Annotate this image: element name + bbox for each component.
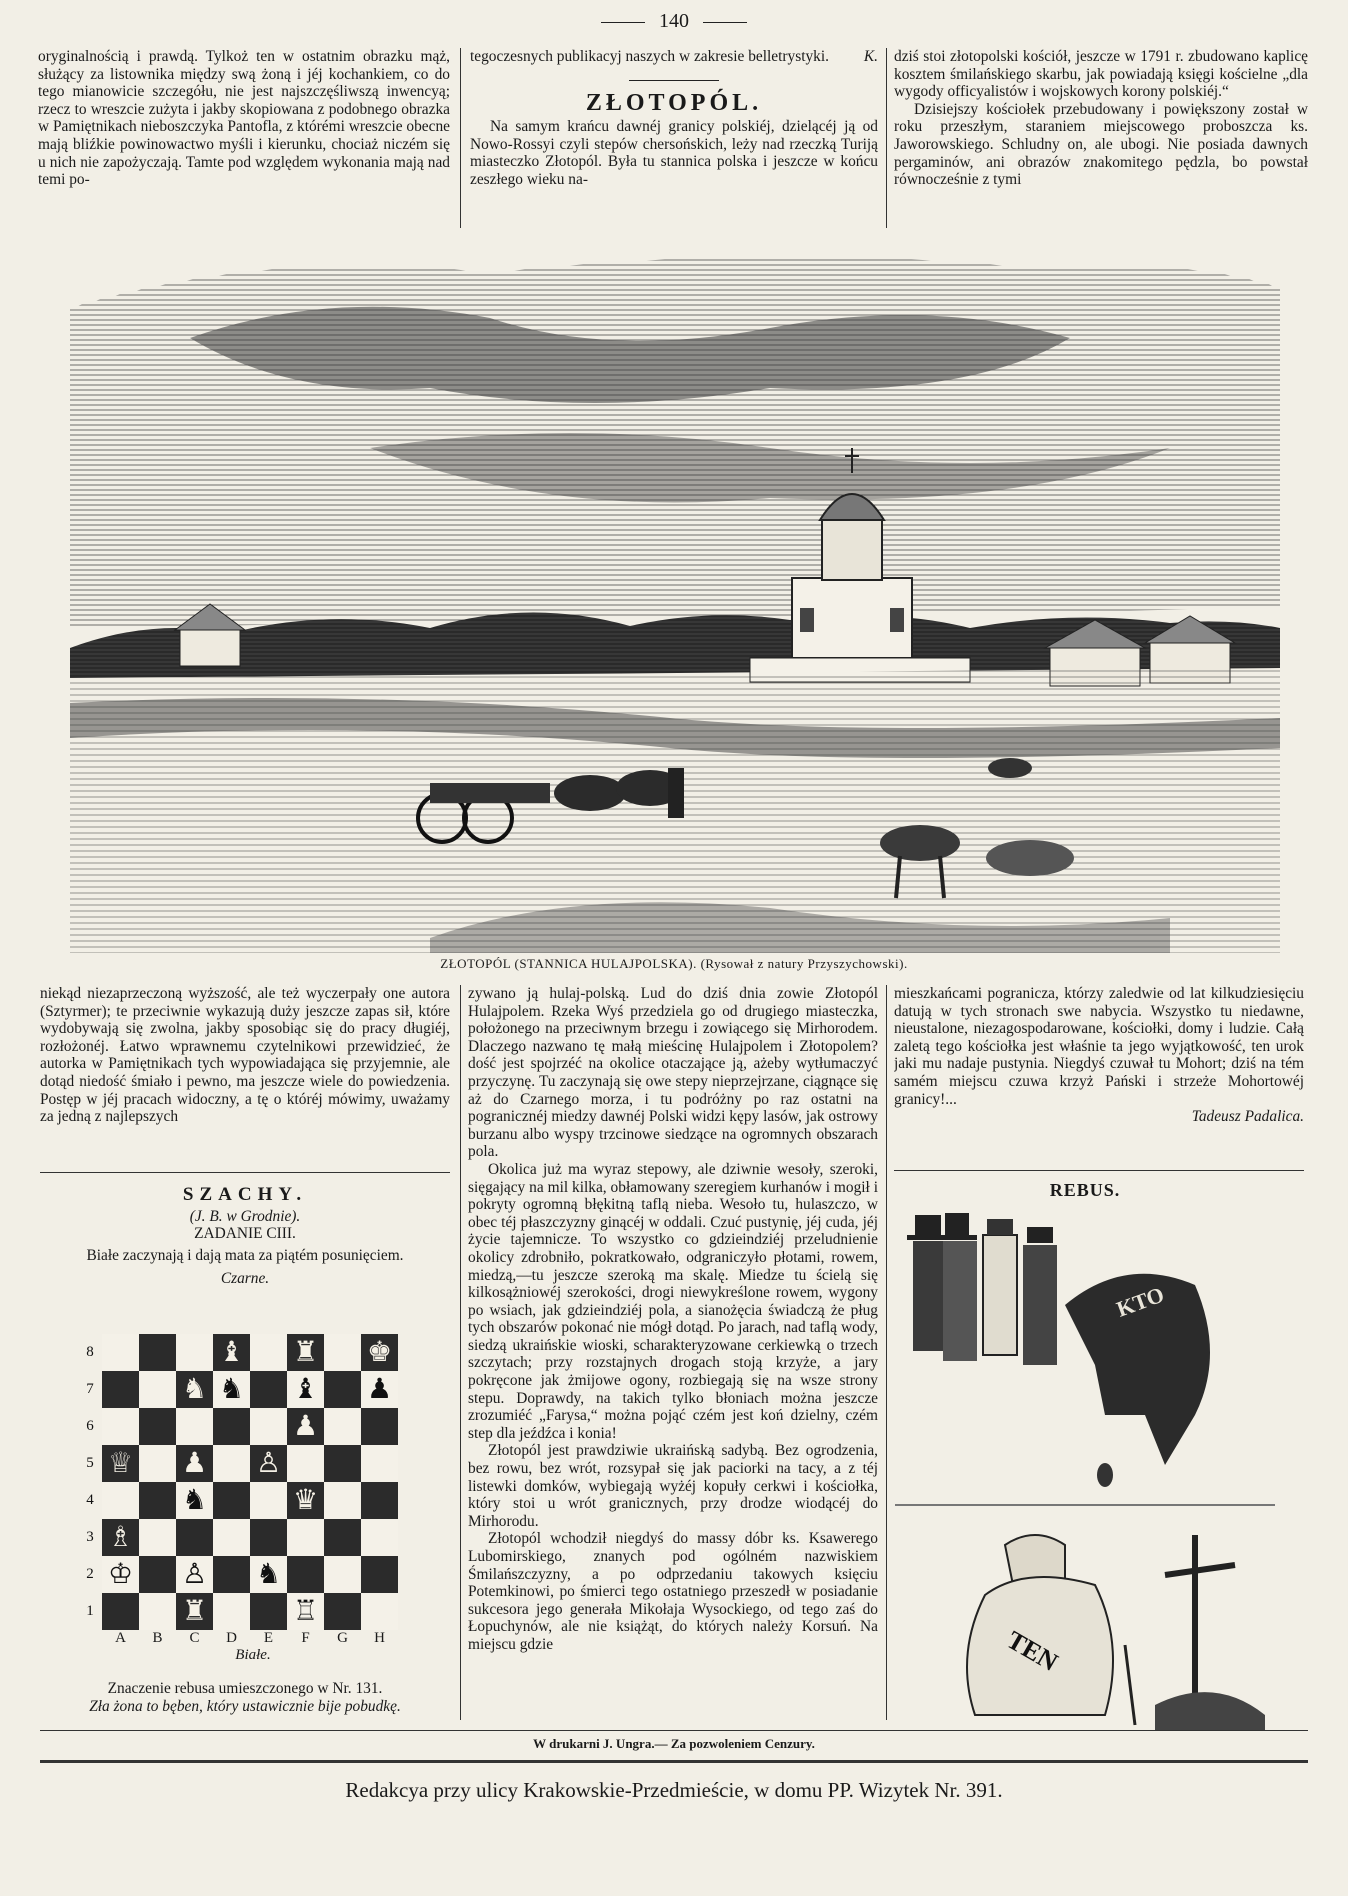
previous-article-end: tegoczesnych publikacyj naszych w zakresie belletrystyki. K. xyxy=(470,48,878,65)
chess-square-a8 xyxy=(102,1334,139,1371)
chess-square-b7 xyxy=(139,1371,176,1408)
previous-article-signature: K. xyxy=(863,48,878,65)
footer-rule xyxy=(40,1760,1308,1763)
article-intro: Na samym krańcu dawnéj granicy polskiéj, dzielącéj ją od Nowo-Rossyi czyli stepów chersońskich, leży nad rzeczką Turiją miasteczko Złotopól. Była tu stannica polska i jeszcze w końcu zeszłego wieku na- xyxy=(470,118,878,188)
chess-square-f6 xyxy=(287,1408,324,1445)
chess-square-d8 xyxy=(213,1334,250,1371)
chess-piece: ♛ xyxy=(292,1485,319,1516)
chess-square-g3 xyxy=(324,1519,361,1556)
chess-square-a6 xyxy=(102,1408,139,1445)
chess-piece: ♚ xyxy=(366,1337,393,1368)
review-text: niekąd niezaprzeczoną wyższość, ale też wyczerpały one autora (Sztyrmer); te przeciwnie wykazują duży jeszcze zapas sił, które wydobywają się zwolna, jakby sposobiąc się do pracy długiéj, rozłożonéj. Łatwo wprawnemu czytelnikowi przewidzieć, że autorka w Pamiętnikach tych wypowiadająca się przyjemnie, ale dotąd niedość śmiało i pewno, ma jeszcze wiele do powiedzenia. Postęp w jéj pracach widoczny, a tę o któréj mówimy, uważamy za jedną z najlepszych xyxy=(40,985,450,1126)
chess-square-h2 xyxy=(361,1556,398,1593)
chess-square-f3 xyxy=(287,1519,324,1556)
chess-file-label: F xyxy=(301,1630,310,1646)
chess-square-c3 xyxy=(176,1519,213,1556)
chess-header xyxy=(40,1178,450,1328)
chess-square-c7 xyxy=(176,1371,213,1408)
top-column-3 xyxy=(894,48,1308,228)
chess-square-b2 xyxy=(139,1556,176,1593)
chess-title: SZACHY. xyxy=(182,1184,308,1205)
chess-file-label: B xyxy=(152,1630,163,1646)
chess-rank-label: 2 xyxy=(86,1566,94,1582)
printer-notice: W drukarni J. Ungra.— Za pozwoleniem Cenzury. xyxy=(533,1736,815,1751)
chess-square-d2 xyxy=(213,1556,250,1593)
chess-piece: ♙ xyxy=(181,1559,208,1590)
chess-square-b3 xyxy=(139,1519,176,1556)
chess-file-label: H xyxy=(374,1630,385,1646)
column-divider xyxy=(460,985,461,1720)
chess-file-labels xyxy=(102,1630,402,1647)
chess-square-d6 xyxy=(213,1408,250,1445)
chess-square-f2 xyxy=(287,1556,324,1593)
chess-piece: ♞ xyxy=(255,1559,282,1590)
article-paragraph: zywano ją hulaj-polską. Lud do dziś dnia zowie Złotopól Hulajpolem. Rzeka Wyś przedziela go od drugiego miasteczka, położonego na przeciwnym brzegu i zowiącego się Mirhorodem. Dlaczego nazwano tę małą mieścinę Hulajpolem i Złotopolem? dość jest spojrzéć na okolice otaczające ją, ażeby wytłumaczyć przyczynę. Tu zaczynają się owe stepy nieprzejrzane, ciągnące się aż do Czarnego morza, i tu podróżny po raz ostatni na pogranicznéj miedzy dawnéj Polski widzi kępy lasów, jak ostrowy burzanu albo wyspy trzcinowe siedzące na ogromnych obszarach pola. xyxy=(468,985,878,1161)
chess-piece: ♜ xyxy=(292,1337,319,1368)
article-paragraph: Okolica już ma wyraz stepowy, ale dziwnie wesoły, szeroki, sięgający na mil kilka, obłamowany szeregiem kurhanów i mogił i pokryty ogromną błękitną taflą nieba. Wesoło tu, hulaszczo, w obec téj płaszczyzny ginącéj w oddali. Czuć pustynię, jéj cuda, jéj życie tajemnicze. To wszystko co gdzieindziéj przeludnienie okolicy zdrobniło, pokratkowało, odgraniczyło płotami, rowem, miedzą,—tu jeszcze szeroką ma skalę. Miedze tu ścielą się kilkosążniowéj szerokości, drogi niewykreślone rowem, wygony po wsiach, jak gdzieindziéj pola, a sianożęcia świadczą że pług tych obszarów pokonać nie mógł dotąd. Po jarach, nad taflą wody, siedzą ukraińskie wioski, scharakteryzowane cerkiewką o trzech szczytach; przy rozstajnych drogach stoją krzyże, a jary pokręcone jak żmijowe ogony, rozbiegają się na wsze strony stepu. Doprawdy, na takich tylko błoniach można jeszcze zrozumiéć „Farysa,“ można pojąć czém jest koń dzielny, czém step dla jeźdźca i konia! xyxy=(468,1160,878,1442)
engraving-caption: ZŁOTOPÓL (STANNICA HULAJPOLSKA). (Rysował z natury Przyszychowski). xyxy=(440,956,908,971)
page-number-text: 140 xyxy=(659,10,689,32)
chess-rank-label: 8 xyxy=(86,1344,94,1360)
chess-square-c5 xyxy=(176,1445,213,1482)
chess-piece: ♟ xyxy=(366,1374,393,1405)
chess-square-g6 xyxy=(324,1408,361,1445)
chess-square-h7 xyxy=(361,1371,398,1408)
bottom-column-3 xyxy=(894,985,1304,1165)
chess-square-e5 xyxy=(250,1445,287,1482)
section-divider xyxy=(894,1170,1304,1171)
chess-square-b8 xyxy=(139,1334,176,1371)
chess-piece: ♟ xyxy=(292,1411,319,1442)
chess-piece: ♝ xyxy=(292,1374,319,1405)
chess-square-e3 xyxy=(250,1519,287,1556)
top-column-1-text: oryginalnością i prawdą. Tylkoż ten w ostatnim obrazku mąż, służący za listownika między swą żoną i jéj kochankiem, co do tego mianowicie szczegółu, nie jest najszczęśliwszą inwencyą; rzecz to wreszcie zużyta i jakby skopiowana z podobnego obrazka w Pamiętnikach nieboszczyka Pantofla, z którémi wreszcie obecne mają bliźkie powinowactwo myśli i kierunku, chociaż niczém się u nich nie zapożyczają. Tamte pod względem wykonania mają nad temi po- xyxy=(38,48,450,189)
chess-square-d5 xyxy=(213,1445,250,1482)
column-divider xyxy=(460,48,461,228)
editorial-address: Redakcya przy ulicy Krakowskie-Przedmieście, w domu PP. Wizytek Nr. 391. xyxy=(345,1778,1003,1802)
chess-square-a3 xyxy=(102,1519,139,1556)
chess-diagram xyxy=(78,1334,428,1664)
chess-square-b5 xyxy=(139,1445,176,1482)
chess-square-f5 xyxy=(287,1445,324,1482)
chess-square-h1 xyxy=(361,1593,398,1630)
chess-rank-label: 7 xyxy=(86,1381,94,1397)
article-paragraph: Złotopól wchodził niegdyś do massy dóbr ks. Ksawerego Lubomirskiego, znanych pod ogólném nazwiskiem Śmilańszczyzny, a po odprzedaniu takowych księciu Potemkinowi, po śmierci tego ostatniego przeszedł w posiadanie sukcesora jego generała Mikołaja Wysockiego, od tego zaś do Łopuchynów, ale nie książąt, do których należy Korsuń. Na miejscu gdzie xyxy=(468,1530,878,1653)
chess-square-a7 xyxy=(102,1371,139,1408)
chess-file-label: A xyxy=(115,1630,126,1646)
chess-square-d4 xyxy=(213,1482,250,1519)
chess-square-b4 xyxy=(139,1482,176,1519)
chess-square-e6 xyxy=(250,1408,287,1445)
chess-square-d1 xyxy=(213,1593,250,1630)
chess-square-h6 xyxy=(361,1408,398,1445)
zlotopol-engraving xyxy=(70,248,1280,953)
chess-square-a4 xyxy=(102,1482,139,1519)
chess-file-label: G xyxy=(337,1630,348,1646)
chess-square-c1 xyxy=(176,1593,213,1630)
chess-square-a1 xyxy=(102,1593,139,1630)
column-divider xyxy=(886,48,887,228)
chess-square-f1 xyxy=(287,1593,324,1630)
chess-square-b6 xyxy=(139,1408,176,1445)
chess-square-f8 xyxy=(287,1334,324,1371)
chess-file-label: C xyxy=(189,1630,200,1646)
chess-square-h8 xyxy=(361,1334,398,1371)
bottom-column-2 xyxy=(468,985,878,1720)
chess-rank-label: 4 xyxy=(86,1492,94,1508)
rebus-top-scene xyxy=(895,1213,1275,1505)
chess-black-label: Czarne. xyxy=(220,1270,270,1288)
chess-piece: ♝ xyxy=(218,1337,245,1368)
rebus-word-bottom: TEN xyxy=(1002,1625,1063,1677)
column-divider xyxy=(886,985,887,1720)
chess-rank-label: 6 xyxy=(86,1418,94,1434)
chess-square-e8 xyxy=(250,1334,287,1371)
chess-square-h4 xyxy=(361,1482,398,1519)
chess-square-g7 xyxy=(324,1371,361,1408)
bottom-rule xyxy=(40,1730,1308,1731)
author-signature: Tadeusz Padalica. xyxy=(1191,1108,1304,1126)
chess-piece: ♗ xyxy=(107,1522,134,1553)
chess-square-f7 xyxy=(287,1371,324,1408)
section-divider xyxy=(629,80,719,81)
rebus-title: REBUS. xyxy=(1049,1180,1121,1200)
church-paragraph-2: Dzisiejszy kościołek przebudowany i powiększony został w roku przeszłym, staraniem miejscowego proboszcza ks. Jaworowskiego. Schludny on, ale ubogi. Nie posiada dawnych pergaminów, ani obrazów znakomitego pędzla, bo powstał równocześnie z tymi xyxy=(894,100,1308,189)
chess-square-c6 xyxy=(176,1408,213,1445)
chess-file-label: E xyxy=(263,1630,274,1646)
chess-piece: ♔ xyxy=(107,1559,134,1590)
chess-square-a2 xyxy=(102,1556,139,1593)
chess-square-e4 xyxy=(250,1482,287,1519)
chess-file-label: D xyxy=(226,1630,237,1646)
chess-piece: ♞ xyxy=(218,1374,245,1405)
chess-piece: ♞ xyxy=(181,1374,208,1405)
chess-square-e1 xyxy=(250,1593,287,1630)
rebus-solution xyxy=(40,1680,450,1726)
chess-rank-label: 1 xyxy=(86,1603,94,1619)
chess-square-b1 xyxy=(139,1593,176,1630)
chess-piece: ♙ xyxy=(255,1448,282,1479)
chess-square-a5 xyxy=(102,1445,139,1482)
church-paragraph-1: dziś stoi złotopolski kościół, jeszcze w 1791 r. zbudowano kaplicę kosztem śmilańskiego skarbu, jak powiadają księgi kościelne „dla wygody officyalistów i wojskowych korony polskiéj.“ xyxy=(894,48,1308,101)
chess-square-g5 xyxy=(324,1445,361,1482)
chess-problem-number: ZADANIE CIII. xyxy=(194,1225,296,1243)
top-column-2 xyxy=(470,48,878,228)
chess-square-h5 xyxy=(361,1445,398,1482)
chess-rank-label: 5 xyxy=(86,1455,94,1471)
chess-piece: ♜ xyxy=(181,1596,208,1627)
chess-square-c8 xyxy=(176,1334,213,1371)
article-title: ZŁOTOPÓL. xyxy=(585,89,763,116)
rebus-illustration xyxy=(895,1205,1275,1730)
section-divider xyxy=(40,1172,450,1173)
chess-square-g8 xyxy=(324,1334,361,1371)
chess-rank-label: 3 xyxy=(86,1529,94,1545)
chess-square-f4 xyxy=(287,1482,324,1519)
chess-square-e7 xyxy=(250,1371,287,1408)
top-column-1 xyxy=(38,48,450,228)
chess-white-label: Białe. xyxy=(235,1647,271,1663)
rebus-word-top: KTO xyxy=(1113,1281,1168,1322)
rebus-solution-text: Zła żona to bęben, który ustawicznie bije pobudkę. xyxy=(89,1697,401,1715)
page-number xyxy=(0,10,1348,33)
chess-piece: ♖ xyxy=(292,1596,319,1627)
chess-instruction: Białe zaczynają i dają mata za piątém posunięciem. xyxy=(86,1246,404,1264)
bottom-column-1 xyxy=(40,985,450,1170)
chess-square-g2 xyxy=(324,1556,361,1593)
chess-square-d3 xyxy=(213,1519,250,1556)
closing-paragraph: mieszkańcami pogranicza, którzy zaledwie od lat kilkudziesięciu datują w tych stronach swe nabycia. Wszystko tu niedawne, nieustalone, niezagospodarowane, kościołki, domy i ludzie. Całą zaletą tego kościołka jest właśnie ta jego wyjątkowość, ten urok jaki mu nadaje pustynia. Niegdyś czuwał tu Mohort; dziś na tém samém miejscu czuwa krzyż Pański i strzeże Mohortowéj granicy!... xyxy=(894,985,1304,1108)
chess-board xyxy=(78,1334,398,1630)
chess-piece: ♟ xyxy=(181,1448,208,1479)
rebus-bottom-scene xyxy=(967,1535,1265,1730)
chess-square-c4 xyxy=(176,1482,213,1519)
chess-square-d7 xyxy=(213,1371,250,1408)
chess-author: (J. B. w Grodnie). xyxy=(189,1207,301,1225)
chess-square-g1 xyxy=(324,1593,361,1630)
rebus-solution-title: Znaczenie rebusa umieszczonego w Nr. 131. xyxy=(107,1680,383,1697)
chess-piece: ♞ xyxy=(181,1485,208,1516)
chess-square-g4 xyxy=(324,1482,361,1519)
chess-square-c2 xyxy=(176,1556,213,1593)
chess-piece: ♕ xyxy=(107,1448,134,1479)
article-paragraph: Złotopól jest prawdziwie ukraińską sadybą. Bez ogrodzenia, bez rowu, bez wrót, rozsypał się jak paciorki na tacy, a z téj listewki domków, wybiegają wyżéj kopuły cerkwi i kościołka, który stoi u wrót granicznych, przy drodze wiodącéj do Mirhorodu. xyxy=(468,1442,878,1530)
chess-square-h3 xyxy=(361,1519,398,1556)
chess-square-e2 xyxy=(250,1556,287,1593)
